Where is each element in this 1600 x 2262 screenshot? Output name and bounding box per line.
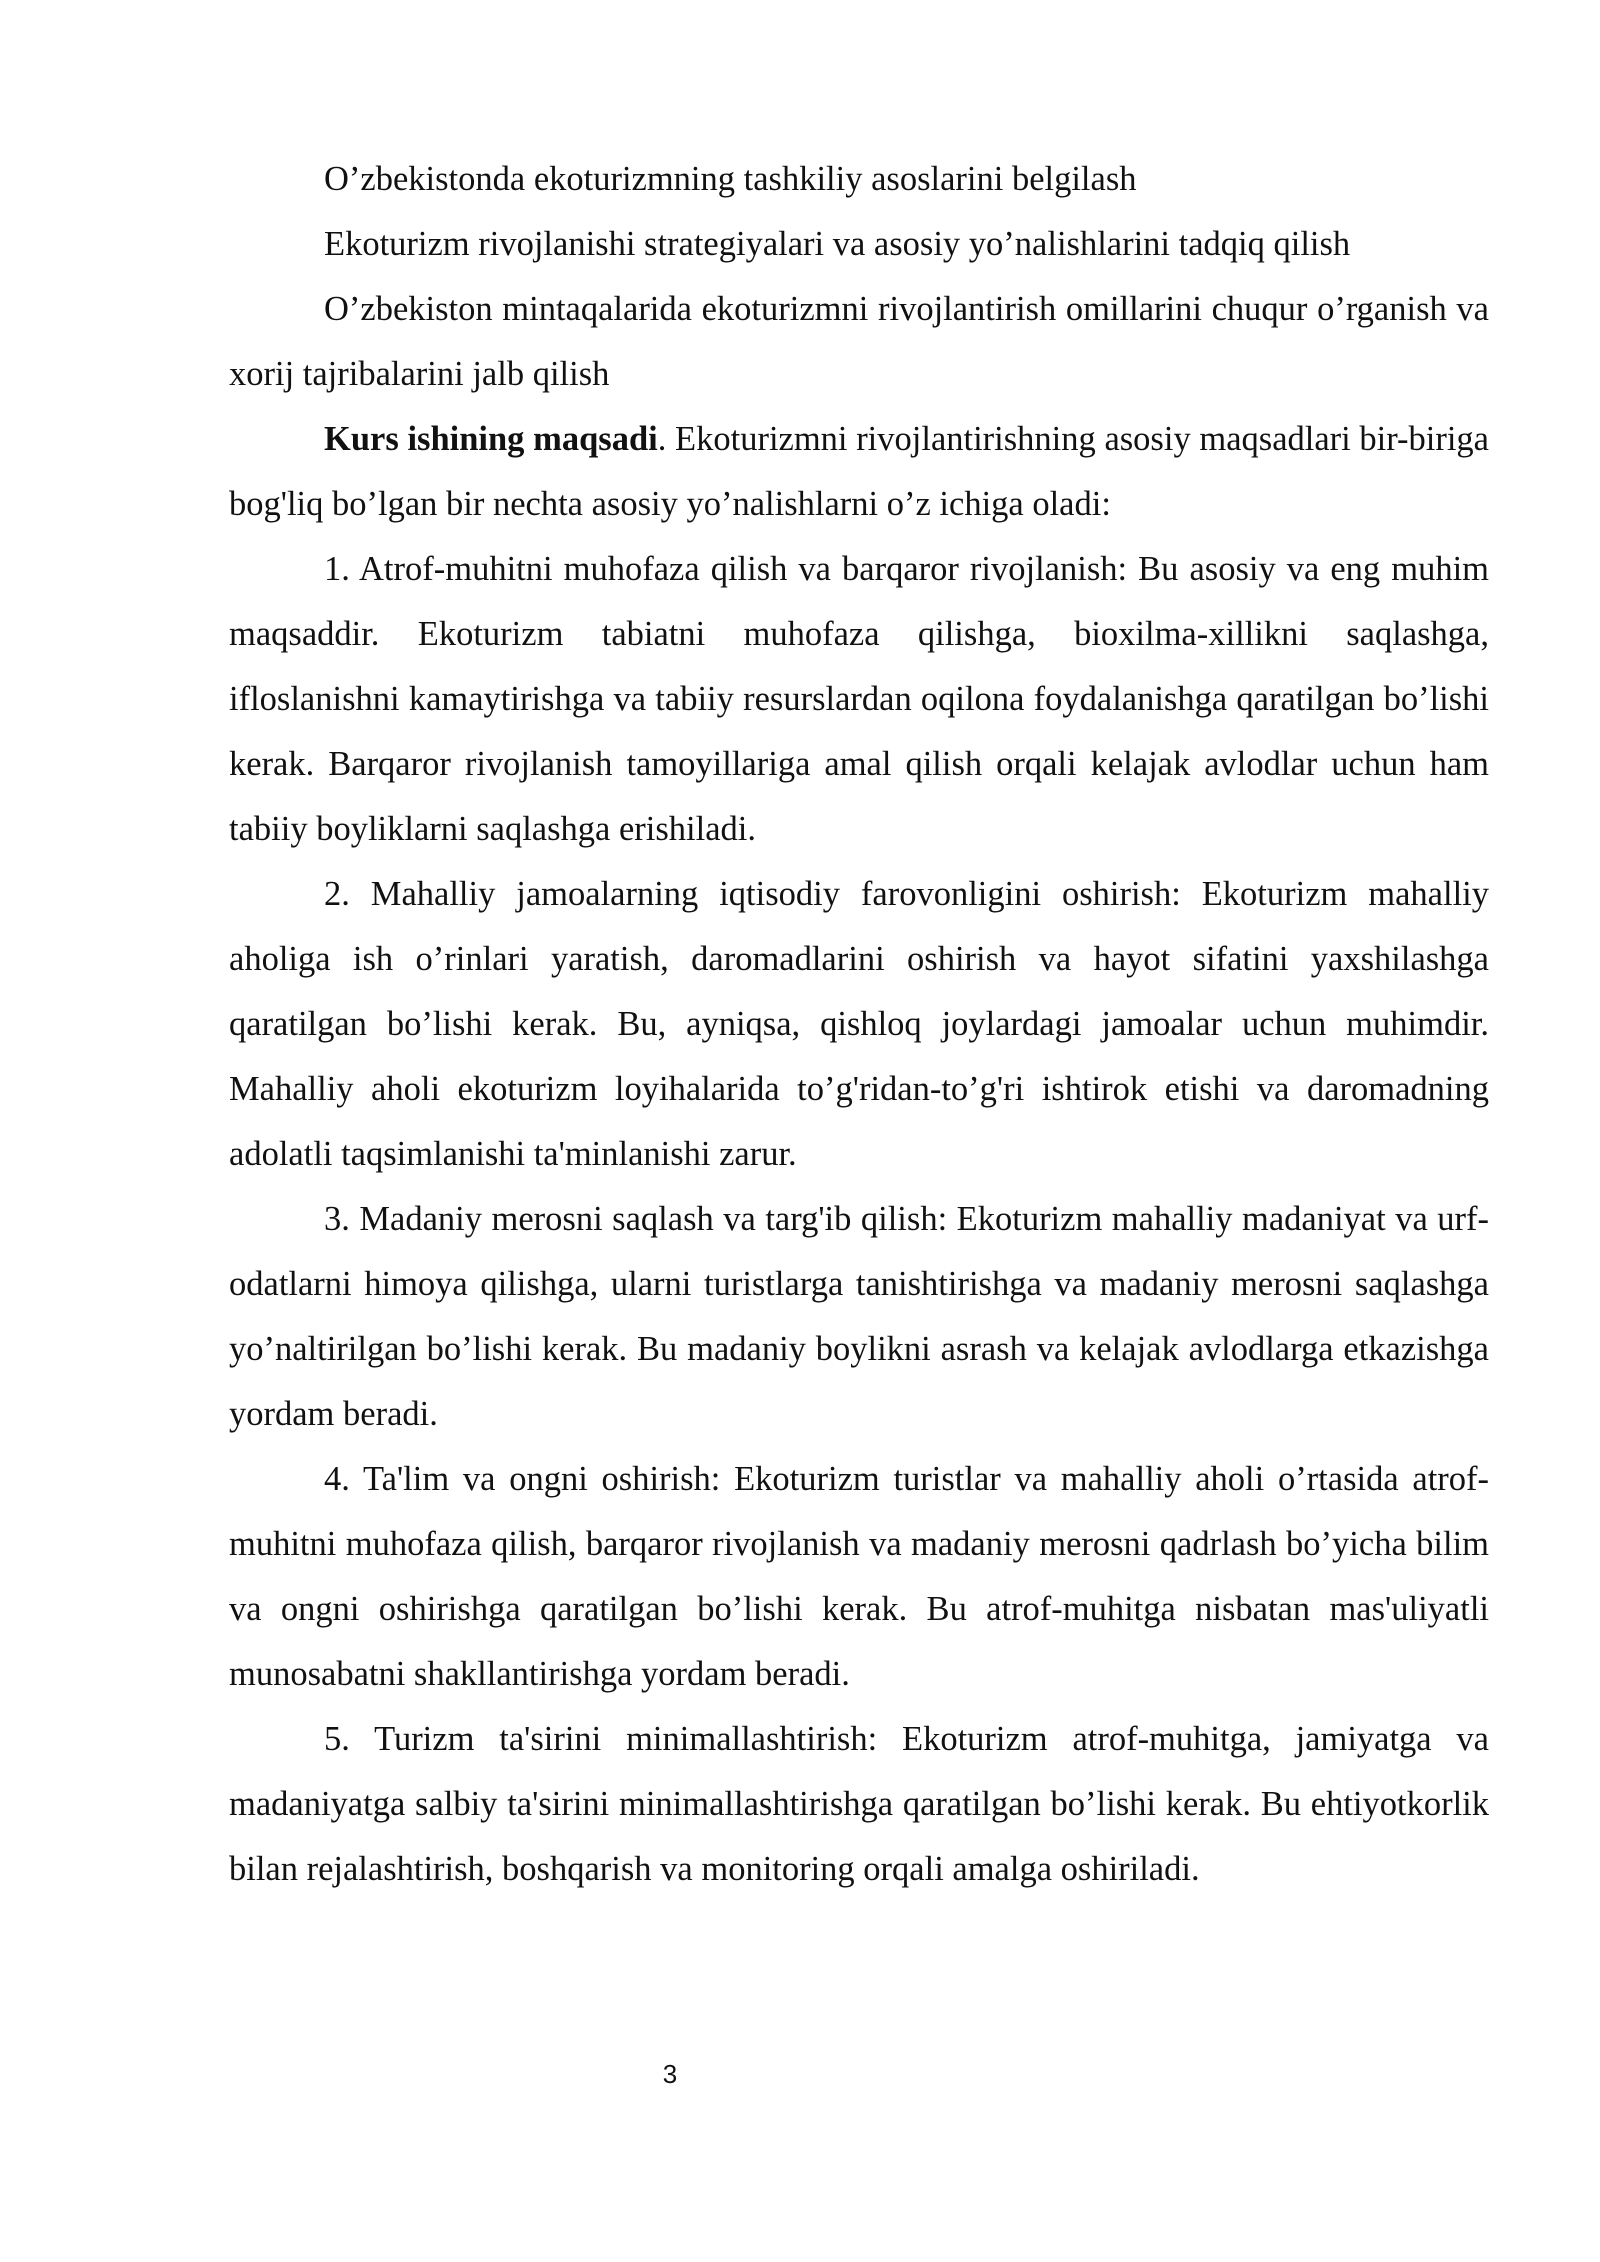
page-number: 3 bbox=[662, 2059, 678, 2089]
goal-text: . Ekoturizmni rivojlantirishning asosiy maqsadlari bir-biriga bog'liq bo’lgan bir nechta asosiy yo’nalishlarni o’z ichiga oladi: bbox=[229, 420, 1489, 523]
goal-item: 4. Ta'lim va ongni oshirish: Ekoturizm turistlar va mahalliy aholi o’rtasida atrof-muhitni muhofaza qilish, barqaror rivojlanish va madaniy merosni qadrlash bo’yicha bilim va ongni oshirishga qaratilgan bo’lishi kerak. Bu atrof-muhitga nisbatan mas'uliyatli munosabatni shakllantirishga yordam beradi. bbox=[229, 1460, 1489, 1693]
goal-item: 3. Madaniy merosni saqlash va targ'ib qilish: Ekoturizm mahalliy madaniyat va urf-odatlarni himoya qilishga, ularni turistlarga tanishtirishga va madaniy merosni saqlashga yo’naltirilgan bo’lishi kerak. Bu madaniy boylikni asrash va kelajak avlodlarga etkazishga yordam beradi. bbox=[229, 1200, 1489, 1433]
document-body bbox=[229, 147, 1489, 1902]
goal-paragraph bbox=[229, 407, 1489, 537]
goal-heading: Kurs ishining maqsadi bbox=[324, 420, 658, 458]
goal-item: 2. Mahalliy jamoalarning iqtisodiy farovonligini oshirish: Ekoturizm mahalliy aholiga ish o’rinlari yaratish, daromadlarini oshirish va hayot sifatini yaxshilashga qaratilgan bo’lishi kerak. Bu, ayniqsa, qishloq joylardagi jamoalar uchun muhimdir. Mahalliy aholi ekoturizm loyihalarida to’g'ridan-to’g'ri ishtirok etishi va daromadning adolatli taqsimlanishi ta'minlanishi zarur. bbox=[229, 875, 1489, 1173]
objective-line: Ekoturizm rivojlanishi strategiyalari va asosiy yo’nalishlarini tadqiq qilish bbox=[324, 225, 1351, 263]
goal-item: 5. Turizm ta'sirini minimallashtirish: Ekoturizm atrof-muhitga, jamiyatga va madaniyatga salbiy ta'sirini minimallashtirishga qaratilgan bo’lishi kerak. Bu ehtiyotkorlik bilan rejalashtirish, boshqarish va monitoring orqali amalga oshiriladi. bbox=[229, 1720, 1489, 1888]
objective-line: O’zbekistonda ekoturizmning tashkiliy asoslarini belgilash bbox=[324, 160, 1137, 198]
goal-item: 1. Atrof-muhitni muhofaza qilish va barqaror rivojlanish: Bu asosiy va eng muhim maqsaddir. Ekoturizm tabiatni muhofaza qilishga, bioxilma-xillikni saqlashga, ifloslanishni kamaytirishga va tabiiy resurslardan oqilona foydalanishga qaratilgan bo’lishi kerak. Barqaror rivojlanish tamoyillariga amal qilish orqali kelajak avlodlar uchun ham tabiiy boyliklarni saqlashga erishiladi. bbox=[229, 550, 1489, 848]
objective-line: O’zbekiston mintaqalarida ekoturizmni rivojlantirish omillarini chuqur o’rganish va xorij tajribalarini jalb qilish bbox=[229, 290, 1489, 393]
